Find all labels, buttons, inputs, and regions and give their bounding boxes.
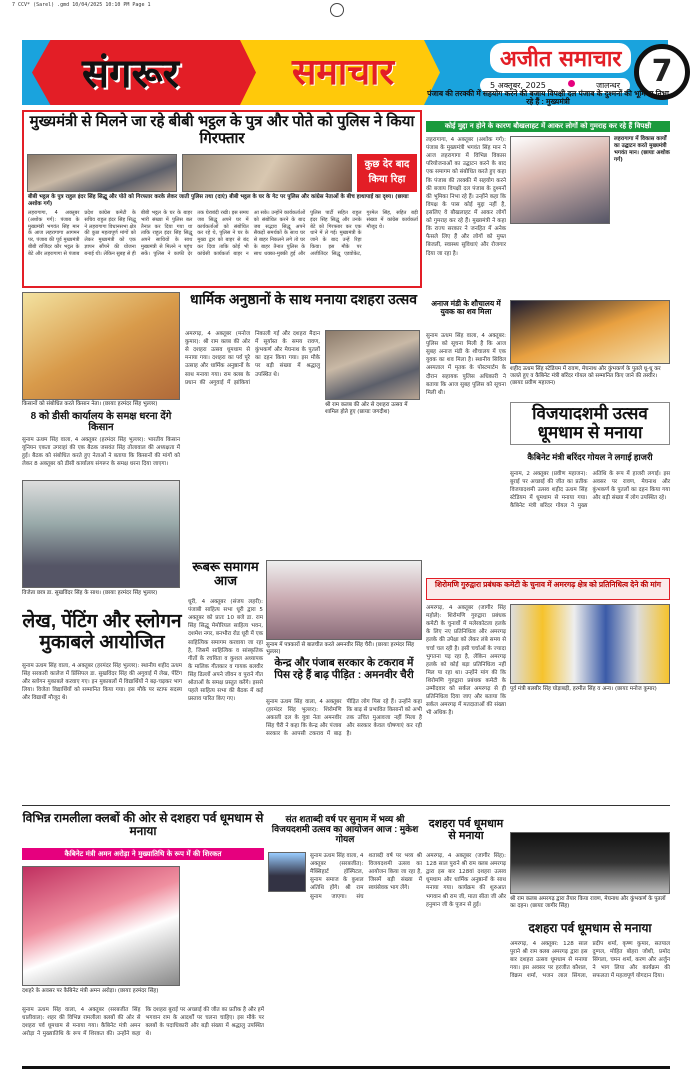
- print-slug: 7 CCV* (Sarel) .gmd 10/04/2025 10:10 PM Page 1: [12, 2, 151, 8]
- lead-article: [22, 110, 422, 288]
- religious-dussehra-photo: [325, 330, 420, 400]
- competition-headline: लेख, पेंटिंग और स्लोगन मुकाबले आयोजित: [22, 611, 182, 653]
- dc-protest-headline: 8 को डीसी कार्यालय के समक्ष धरना देंगे किसान: [30, 411, 172, 433]
- section-title: संगरूर: [82, 51, 179, 97]
- ramleela-headline: विभिन्न रामलीला क्लबों की ओर से दशहरा पर्व धूमधाम से मनाया: [22, 811, 264, 839]
- sgpc-photo: [510, 604, 670, 684]
- amargarh-body: अमरगढ़, 4 अक्तूबर (जागीर सिंह): 128 साल पुराने श्री राम क्लब अमरगढ़ द्वारा इस बार 128वां दशहरा उत्सव धूमधाम और धार्मिक अनुष्ठानों के साथ मनाया गया। कार्यक्रम की शुरुआत भगवान श्री राम जी, माता सीता जी और हनुमान जी के पूजन से हुई।: [426, 853, 506, 908]
- ramleela-body-cont: [184, 866, 264, 1000]
- sgpc-headline-box: [426, 578, 670, 600]
- religious-dussehra-headline: धार्मिक अनुष्ठानों के साथ मनाया दशहरा उत्सव: [189, 291, 418, 307]
- ramleela-photo: [22, 866, 180, 986]
- farmers-caption: किसानों को संबोधित करते किसान नेता। (छायाः हरमंदर सिंह भुल्लर): [22, 401, 158, 407]
- vijayadashami-subheadline: कैबिनेट मंत्री बरिंदर गोयल ने लगाई हाजरी: [527, 452, 653, 462]
- sgpc-caption: पूर्व मंत्री बलबीर सिंह घोड़ाबड़ी, हरमीत सिंह व अन्य। (छायाः मनोज कुमार): [510, 686, 657, 692]
- cm-photo-caption: लहरागागा में विकास कार्यों का उद्घाटन करते मुख्यमंत्री भगवंत मान। (छायाः अशोक गर्ग): [614, 136, 670, 164]
- cm-body: लहरागागा, 4 अक्तूबर (अशोक गर्ग): पंजाब के मुख्यमंत्री भगवंत सिंह मान ने आज लहरागागा में विभिन्न विकास परियोजनाओं का उद्घाटन करने के बाद एक समागम को संबोधित करते हुए कहा कि पंजाब की तरक्की में सहयोग करने की बजाय विपक्षी दल पंजाब के दुश्मनों की भूमिका निभा रहे हैं। उन्होंने कहा कि विपक्ष के पास कोई मुद्दा नहीं है, इसलिए वे बौखलाहट में आकर लोगों को गुमराह कर रहे हैं। मुख्यमंत्री ने कहा कि राज्य सरकार ने जनहित में अनेक फैसले लिए हैं और लोगों को मुफ्त बिजली, स्वास्थ्य सुविधाएं और रोजगार दिया जा रहा है।: [426, 137, 506, 257]
- amargarh-body-2: अमरगढ़, 4 अक्तूबर: 128 साल पुराने श्री राम क्लब अमरगढ़ द्वारा इस बार दशहरा उत्सव धूमधाम से मनाया गया। इस अवसर पर हरजीत कौशल, विक्रम शर्मा, भजन लाल सिंगला, प्रदीप शर्मा, कृष्ण कुमार, सतपाल दुग्गल, मोहित बोहरा जोशी, प्रमोद सिंगला, चमन शर्मा, करण और अर्जुन ने भाग लिया और कार्यक्रम की सफलता में महत्वपूर्ण योगदान दिया।: [510, 941, 670, 980]
- religious-dussehra-photo-caption: श्री राम कलब की ओर से दशहरा उत्सव में शामिल होते हुए (छायाः जगदीश): [325, 402, 408, 416]
- cheri-caption: सुनाम में पत्रकारों से बातचीत करते अमनवीर सिंह चैरी। (छायाः हरमंदर सिंह भुल्लर): [266, 642, 414, 656]
- vijayadashami-caption: शहीद ऊधम सिंह स्टेडियम में रावण, मेघनाथ और कुंभकर्ण के पुतले धू-धू कर जलते हुए व कैबिनेट मंत्री बरिंदर गोयल को सम्मानित किए जाने की तस्वीर। (छायाः प्रवीण महाजन): [510, 366, 661, 387]
- date: 5 अक्तूबर, 2025: [490, 81, 546, 90]
- rubaru-headline: रूबरू समागम आज: [192, 559, 259, 589]
- cheri-photo: [266, 560, 422, 640]
- registration-mark-icon: [330, 3, 344, 17]
- competition-caption: विजेता छात्र डा. सुखविंदर सिंह के साथ। (छायाः हरमंदर सिंह भुल्लर): [22, 590, 158, 596]
- lead-highlight-box: कुछ देर बाद किया रिहा: [357, 154, 417, 192]
- ramleela-caption: दशहरे के अवसर पर कैबिनेट मंत्री अमन अरोड़ा। (छायाः हरमंदर सिंह): [22, 988, 159, 994]
- vijayadashami-body: सुनाम, 2 अक्तूबर (प्रवीण महाजन): बुराई पर अच्छाई की जीत का प्रतीक विजयादशमी उत्सव शहीद ऊधम सिंह स्टेडियम में धूमधाम से मनाया गया। कैबिनेट मंत्री बरिंदर गोयल ने मुख्य अतिथि के रूप में हाजरी लगाई। इस अवसर पर रावण, मेघनाथ और कुंभकर्ण के पुतलों का दहन किया गया और बड़ी संख्या में लोग उपस्थित रहे।: [510, 471, 670, 510]
- competition-body: सुनाम ऊधम सिंह वाला, 4 अक्तूबर (हरमंदर सिंह भुल्लर): स्थानीय शहीद ऊधम सिंह सरकारी कालेज में प्रिंसिपल डा. सुखविंदर सिंह की अगुवाई में लेख, पेंटिंग और स्लोगन मुकाबले करवाए गए। इन मुकाबलों में विद्यार्थियों ने बढ़-चढ़कर भाग लिया। विजेता विद्यार्थियों को सम्मानित किया गया। इस मौके पर स्टाफ सदस्य और विद्यार्थी मौजूद थे।: [22, 663, 182, 702]
- rubaru-body: धूरी, 4 अक्तूबर (संजय लहरी): पंजाबी साहित्य सभा धूरी द्वारा 5 अक्तूबर को प्रातः 10 बजे डा. राम सिंह सिद्धू मेमोरियल साहित्य भवन, दशमेश नगर, बनभौरा रोड धूरी में एक साहित्यिक समागम करवाया जा रहा है, जिसमें साहित्यिक व सांस्कृतिक गीतों के रचयिता व कुशल अध्यापक के मालिक गीतकार व गायक बलवीर सिंह ढिल्लों अपने जीवन व पुराने गीत श्रोताओं के समक्ष प्रस्तुत करेंगे। इससे पहले साहित्य सभा की बैठक में कई प्रस्ताव पारित किए गए।: [188, 599, 263, 703]
- dc-protest-body: सुनाम ऊधम सिंह वाला, 4 अक्तूबर (हरमंदर सिंह भुल्लर): भारतीय किसान यूनियन एकता उगराहां की एक बैठक जसवंत सिंह तोलावाल की अध्यक्षता में हुई। बैठक को संबोधित करते हुए नेताओं ने बताया कि किसानों की मांगों को लेकर 8 अक्तूबर को डीसी कार्यालय संगरूर के समक्ष धरना दिया जाएगा।: [22, 437, 180, 468]
- cheri-body: सुनाम ऊधम सिंह वाला, 4 अक्तूबर (हरमंदर सिंह भुल्लर): शिरोमणि अकाली दल के युवा नेता अमनवीर सिंह चैरी ने कहा कि केन्द्र और पंजाब सरकार के आपसी टकराव में बाढ़ पीड़ित लोग पिस रहे हैं। उन्होंने कहा कि बाढ़ से प्रभावित किसानों को अभी तक उचित मुआवजा नहीं मिला है और सरकार केवल घोषणाएं कर रही है।: [266, 699, 422, 738]
- sgpc-headline: शिरोमणि गुरुद्वारा प्रबंधक कमेटी के चुनाव में अमरगढ़ क्षेत्र को प्रतिनिधित्व देने की मांग: [435, 580, 661, 589]
- lead-body: लहरागागा, 4 अक्तूबर (अशोक गर्ग): पंजाब के मुख्यमंत्री भगवंत सिंह मान के आज लहरागागा आगमन पर, पंजाब की पूर्व मुख्यमंत्री बीबी राजिंदर कौर भट्ठल के बेटे और लहरागागा से पंजाब प्रदेश कांग्रेस कमेटी के सचिव राहुल इंदर सिंह सिद्धू ने लहरागागा विधानसभा क्षेत्र की कुछ महत्वपूर्ण मांगों को लेकर मुख्यमंत्री को एक ज्ञापन सौंपने की योजना बनाई थी। लेकिन सुबह से ही बीबी भट्ठल के घर के बाहर भारी संख्या में पुलिस बल तैनात कर दिया गया था ताकि राहुल इंदर सिंह सिद्धू अपने साथियों के साथ मुख्यमंत्री से मिलने न पहुंच सकें। पुलिस ने काफी देर तक घेराबंदी रखी। इस समय जब सिद्धू अपने घर में कार्यकर्ताओं को संबोधित कर रहे थे, पुलिस ने घर के मुख्य द्वार को बाहर से बंद कर दिया ताकि कोई भी कांग्रेसी कार्यकर्ता बाहर न आ सके। उन्होंने कार्यकर्ताओं को संबोधित करने के बाद जब सद्भाव सिद्धू अपने सैकड़ों समर्थकों के साथ घर से बाहर निकलने लगे तो घर के बाहर तैनात पुलिस के साथ धक्का-मुक्की हुई और पुलिस पार्टी सहित राहुल इंदर सिंह सिद्धू और उनके बेटे को गिरफ्तार कर एक थाने में ले गई। मुख्यमंत्री के जाने के बाद उन्हें रिहा किया। इस मौके पर अजीतिंदर सिद्धू एडवोकेट, गुरमेल सिंह, सहित बड़ी संख्या में कांग्रेस कार्यकर्ता मौजूद थे।: [28, 210, 418, 257]
- cm-headline: पंजाब की तरक्की में सहयोग करने की बजाय विपक्षी दल पंजाब के दुश्मनों की भूमिका निभा रहे हैं : मुख्यमंत्री: [427, 89, 669, 107]
- goyal-headline: संत शताब्दी वर्ष पर सुनाम में भव्य श्री विजयदशमी उत्सव का आयोजन आज : मुकेश गोयल: [271, 814, 419, 844]
- cheri-headline: केन्द्र और पंजाब सरकार के टकराव में पिस रहे हैं बाढ़ पीड़ित : अमनवीर चैरी: [274, 657, 414, 681]
- sgpc-body-cont: [510, 704, 670, 800]
- grain-market-body: सुनाम ऊधम सिंह वाला, 4 अक्तूबर: पुलिस को सूचना मिली है कि आज सुबह अनाज मंडी के शौचालय में एक युवक का शव मिला है। स्थानीय सिविल अस्पताल में मृतक के पोस्टमार्टम के दौरान सहायक पुलिस अधिकारी ने बताया कि आज सुबह पुलिस को सूचना मिली थी।: [426, 333, 506, 396]
- competition-photo: [22, 480, 180, 588]
- amargarh-headline: दशहरा पर्व धूमधाम से मनाया: [428, 818, 504, 843]
- religious-dussehra-body: अमरगढ़, 4 अक्तूबर (मनोज कुमार): श्री राम क्लब की ओर से दशहरा उत्सव धूमधाम से मनाया गया। दशहरा का पर्व पूरे उत्साह और धार्मिक अनुष्ठानों के साथ मनाया गया। राम क्लब के प्रधान की अगुवाई में झांकियां निकाली गई और दशहरा मैदान में सूर्यास्त के समय रावण, कुंभकर्ण और मेघनाथ के पुतलों का दहन किया गया। इस मौके पर बड़ी संख्या में श्रद्धालु उपस्थित थे।: [185, 331, 320, 386]
- lead-photo-arrest: [27, 154, 177, 192]
- cm-photo: [510, 136, 610, 224]
- sgpc-body: अमरगढ़, 4 अक्तूबर (जागीर सिंह महोले): शिरोमणि गुरुद्वारा प्रबंधक कमेटी के चुनावों में मलेरकोटला हलके के लिए नए प्रतिनिधित्व और अमरगढ़ हलके की उपेक्षा को लेकर लंबे समय से चर्चा चल रही है। इसी चर्चाओं के ज्यादा भुगतना पड़ रहा है, लेकिन अमरगढ़ हलके को कोई बड़ा प्रतिनिधित्व नहीं मिल पा रहा था। उन्होंने मांग की कि शिरोमणि गुरुद्वारा प्रबंधक कमेटी के उम्मीदवार को सर्कल अमरगढ़ से ही प्रतिनिधित्व दिया जाए और बताया कि सर्कल अमरगढ़ में मतदाताओं की संख्या भी अधिक है।: [426, 605, 506, 717]
- amargarh-headline-2: दशहरा पर्व धूमधाम से मनाया: [528, 921, 652, 935]
- cm-body-cont: [510, 228, 670, 298]
- page-number: 7: [634, 44, 690, 100]
- cm-subheadline: कोई मुद्दा न होने के कारण बौखलाहट में आकर लोगों को गुमराह कर रहे हैं विपक्षी: [426, 121, 670, 132]
- grain-market-headline: अनाज मंडी के शौचालय में युवक का शव मिला: [431, 299, 501, 317]
- goyal-portrait: [268, 852, 306, 892]
- vijayadashami-headline: विजयादशमी उत्सव धूमधाम से मनाया: [510, 402, 670, 445]
- amargarh-caption: श्री राम कलब अमरगढ़ द्वारा तैयार किया रावण, मेघनाथ और कुंभकर्ण के पुतलों का दहन। (छायाः जागीर सिंह): [510, 896, 666, 910]
- farmers-photo: [22, 292, 180, 400]
- goyal-body: सुनाम ऊधम सिंह वाला, 4 अक्तूबर (सरबजीत): मैक्सिहार्ट हॉस्पिटल, सुनाम समाज के कुशल अतिथि होंगे। श्री राम सुनाम जाएगा। संघ शताब्दी वर्ष पर भव्य श्री विजयदशमी उत्सव का आयोजन किया जा रहा है, जिसमें बड़ी संख्या में स्वयंसेवक भाग लेंगे।: [310, 853, 422, 900]
- bullet-icon: [568, 80, 575, 87]
- city: जालन्धर: [596, 81, 620, 90]
- section-subtitle: समाचार: [292, 52, 395, 93]
- vijayadashami-photo: [510, 300, 670, 364]
- ramleela-body: सुनाम ऊधम सिंह वाला, 4 अक्तूबर (सरबजीत सिंह धालीवाल): शहर की विभिन्न रामलीला क्लबों की ओर से दशहरा पर्व धूमधाम से मनाया गया। कैबिनेट मंत्री अमन अरोड़ा ने मुख्यातिथि के रूप में शिरकत की। उन्होंने कहा कि दशहरा बुराई पर अच्छाई की जीत का प्रतीक है और हमें भगवान राम के आदर्शों पर चलना चाहिए। इस मौके पर क्लबों के पदाधिकारी और बड़ी संख्या में श्रद्धालु उपस्थित थे।: [22, 1007, 264, 1038]
- ramleela-subheadline: कैबिनेट मंत्री अमन अरोड़ा ने मुख्यातिथि के रूप में की शिरकत: [22, 848, 264, 860]
- bottom-rule: [22, 1066, 670, 1069]
- lead-photo-gate: [182, 154, 352, 192]
- amargarh-photo: [510, 832, 670, 894]
- lead-caption: बीबी भट्ठल के पुत्र राहुल इंदर सिंह सिद्धू और पोते को गिरफ्तार करके लेकर जाती पुलिस तथा (दाएं) बीबी भट्ठल के घर के गेट पर पुलिस और कांग्रेस नेताओं के बीच हाथापाई का दृश्य। (छायाः अशोक गर्ग): [28, 194, 409, 208]
- paper-name: अजीत समाचार: [490, 43, 631, 73]
- lead-headline: मुख्यमंत्री से मिलने जा रहे बीबी भट्ठल के पुत्र और पोते को पुलिस ने किया गिरफ्तार: [29, 113, 415, 147]
- divider: [22, 805, 670, 806]
